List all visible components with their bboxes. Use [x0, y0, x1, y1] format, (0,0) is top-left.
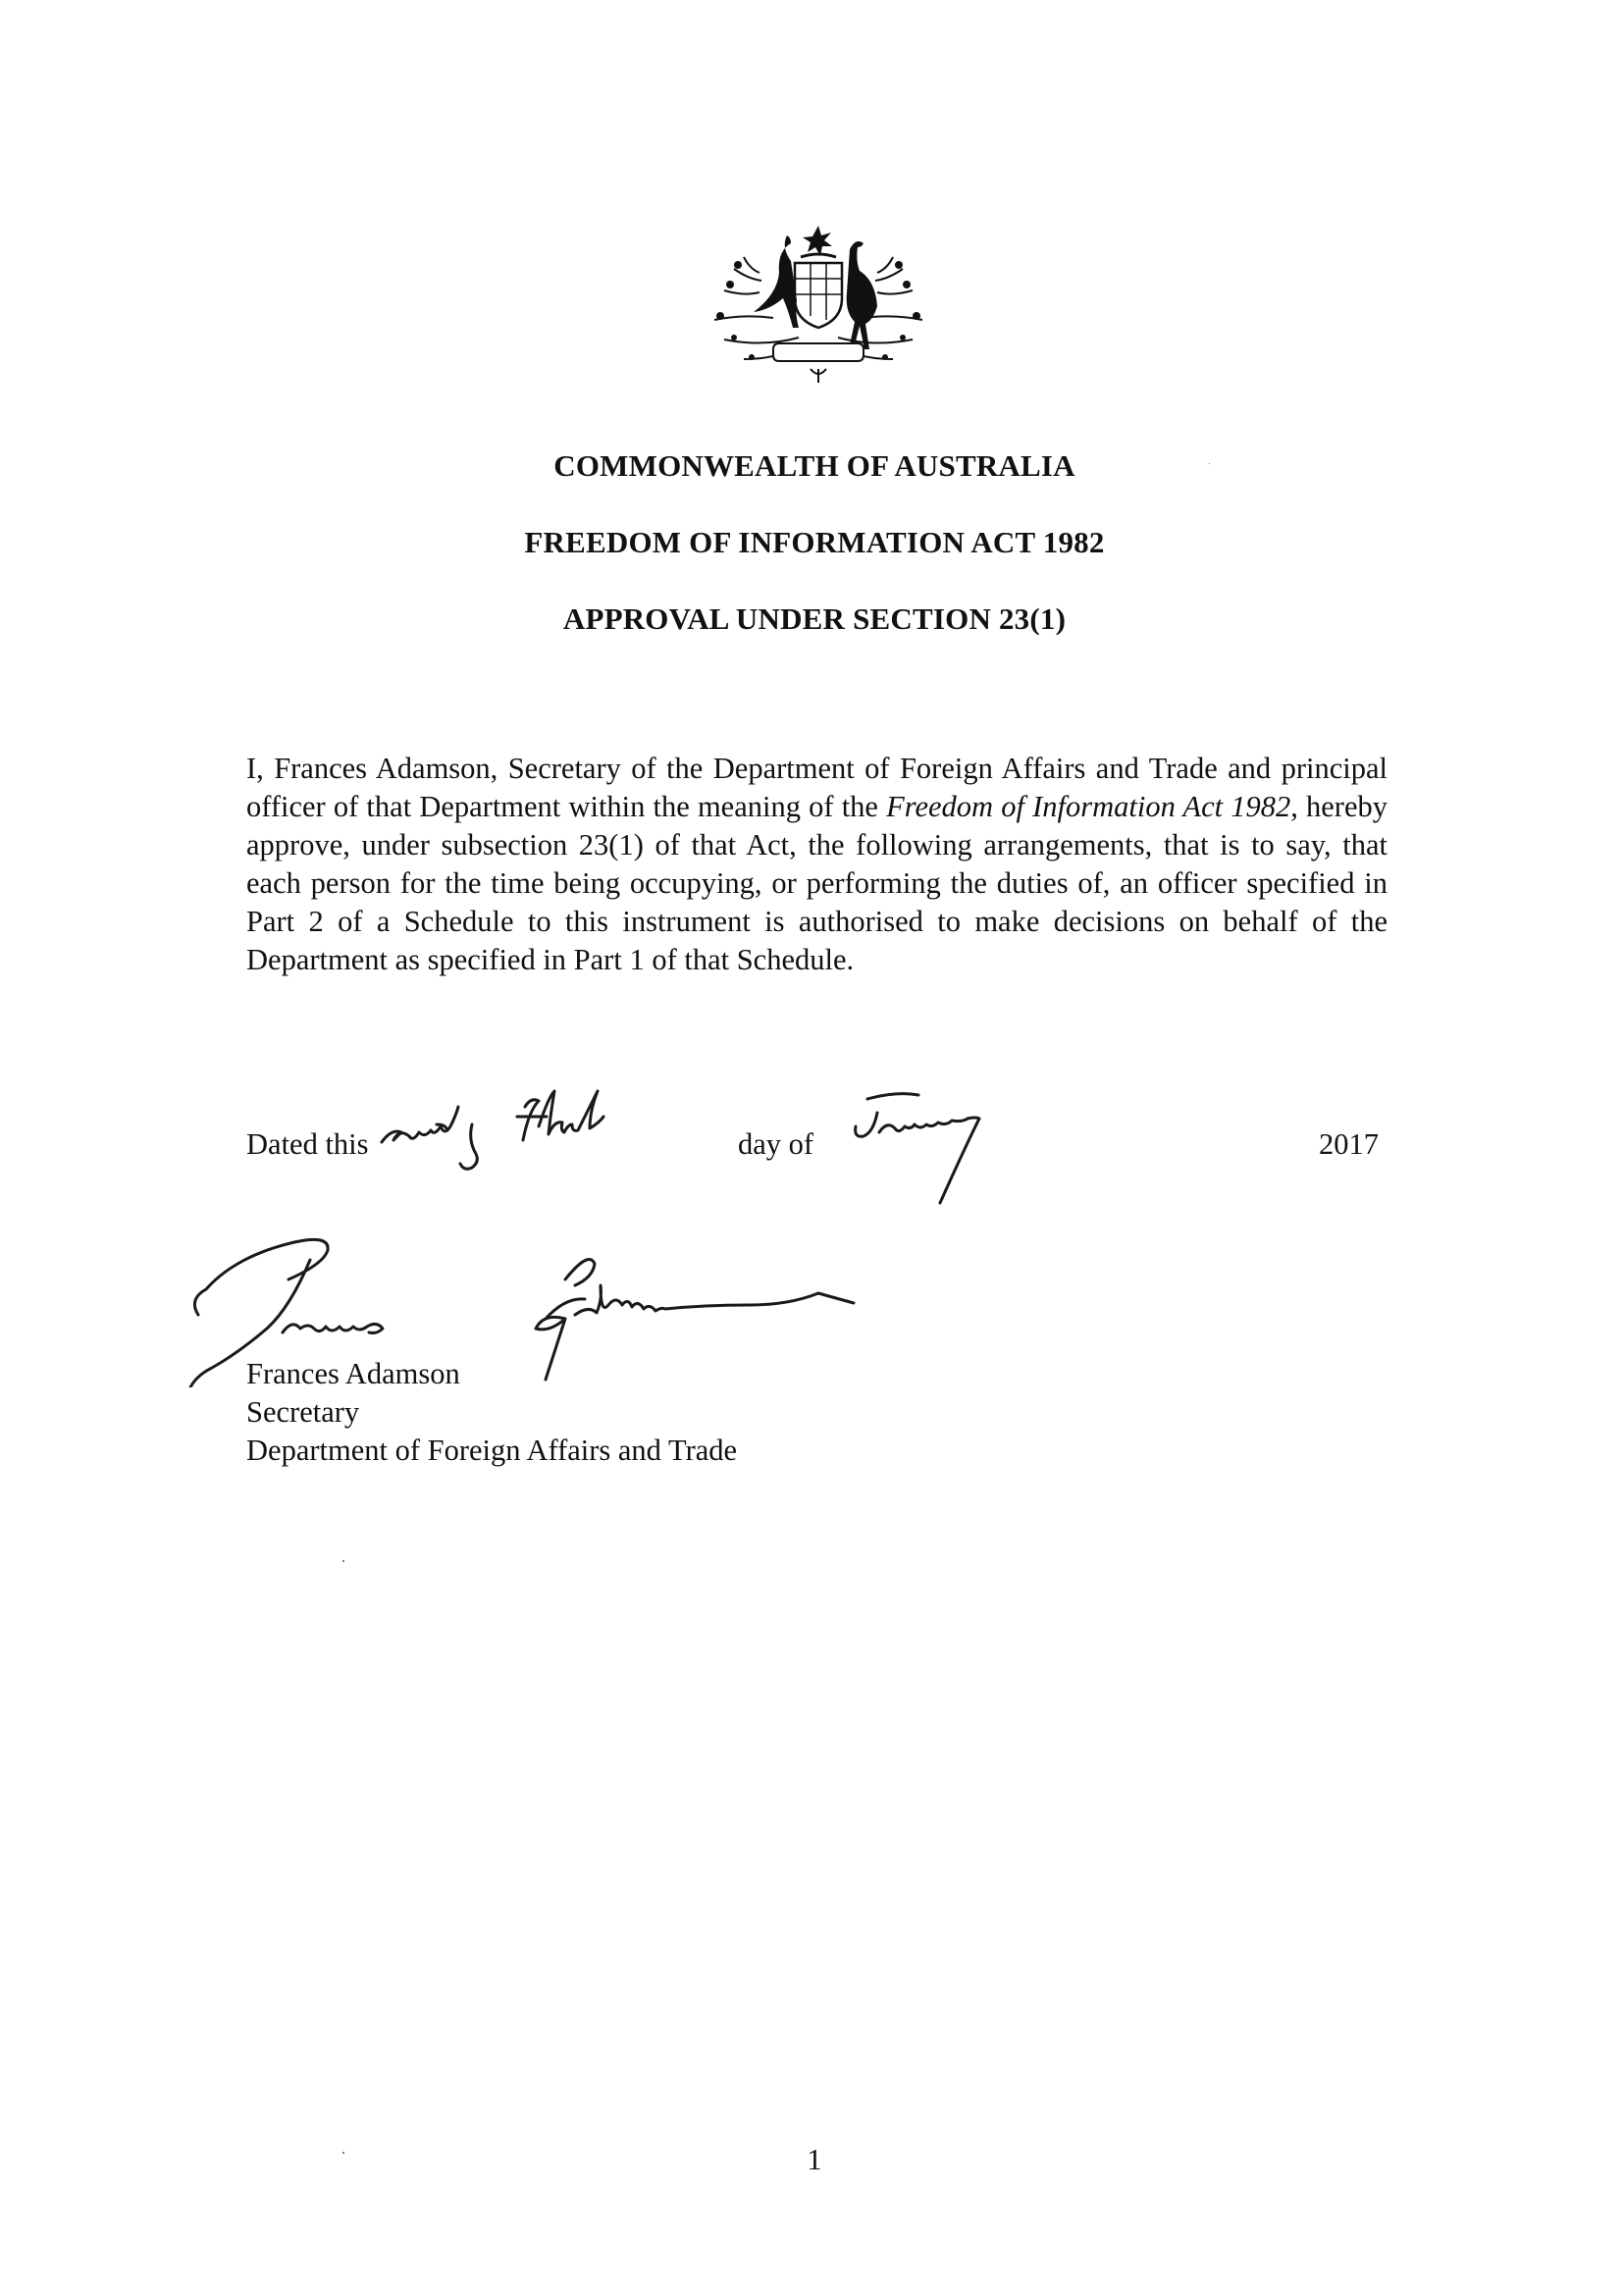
heading-commonwealth: COMMONWEALTH OF AUSTRALIA [553, 448, 1075, 483]
paragraph-text-end: , hereby approve, under subsection 23(1) of that Act, the following arrangements, that is to say, that each person for the time being occupying, or performing the duties of, an officer specified in Part 2 of a Schedule to this instrument is authorised to make decisions on behalf of the Department as specified in Part 1 of that Schedule. [246, 790, 1387, 976]
page-number: 1 [807, 2142, 822, 2176]
handwritten-month [840, 1083, 1017, 1215]
paragraph-text-start: I, Frances Adamson, Secretary of the Department of Foreign Affairs and Trade and principal officer of that Department within the meaning of the [246, 752, 1387, 823]
approval-paragraph [246, 750, 1387, 979]
act-title-italic: Freedom of Information Act 1982 [886, 790, 1291, 823]
day-of-label: day of [738, 1127, 814, 1161]
dated-this-label: Dated this [246, 1127, 369, 1161]
scan-speck [1209, 463, 1210, 464]
signatory-name: Frances Adamson [246, 1357, 460, 1390]
scan-speck [342, 1560, 344, 1562]
signatory-title: Secretary [246, 1395, 360, 1429]
signatory-department: Department of Foreign Affairs and Trade [246, 1434, 738, 1467]
heading-approval: APPROVAL UNDER SECTION 23(1) [562, 601, 1067, 636]
commonwealth-coat-of-arms-icon [705, 222, 932, 389]
heading-act-title: FREEDOM OF INFORMATION ACT 1982 [524, 525, 1105, 559]
dated-year: 2017 [1319, 1127, 1379, 1161]
handwritten-day [378, 1087, 672, 1175]
